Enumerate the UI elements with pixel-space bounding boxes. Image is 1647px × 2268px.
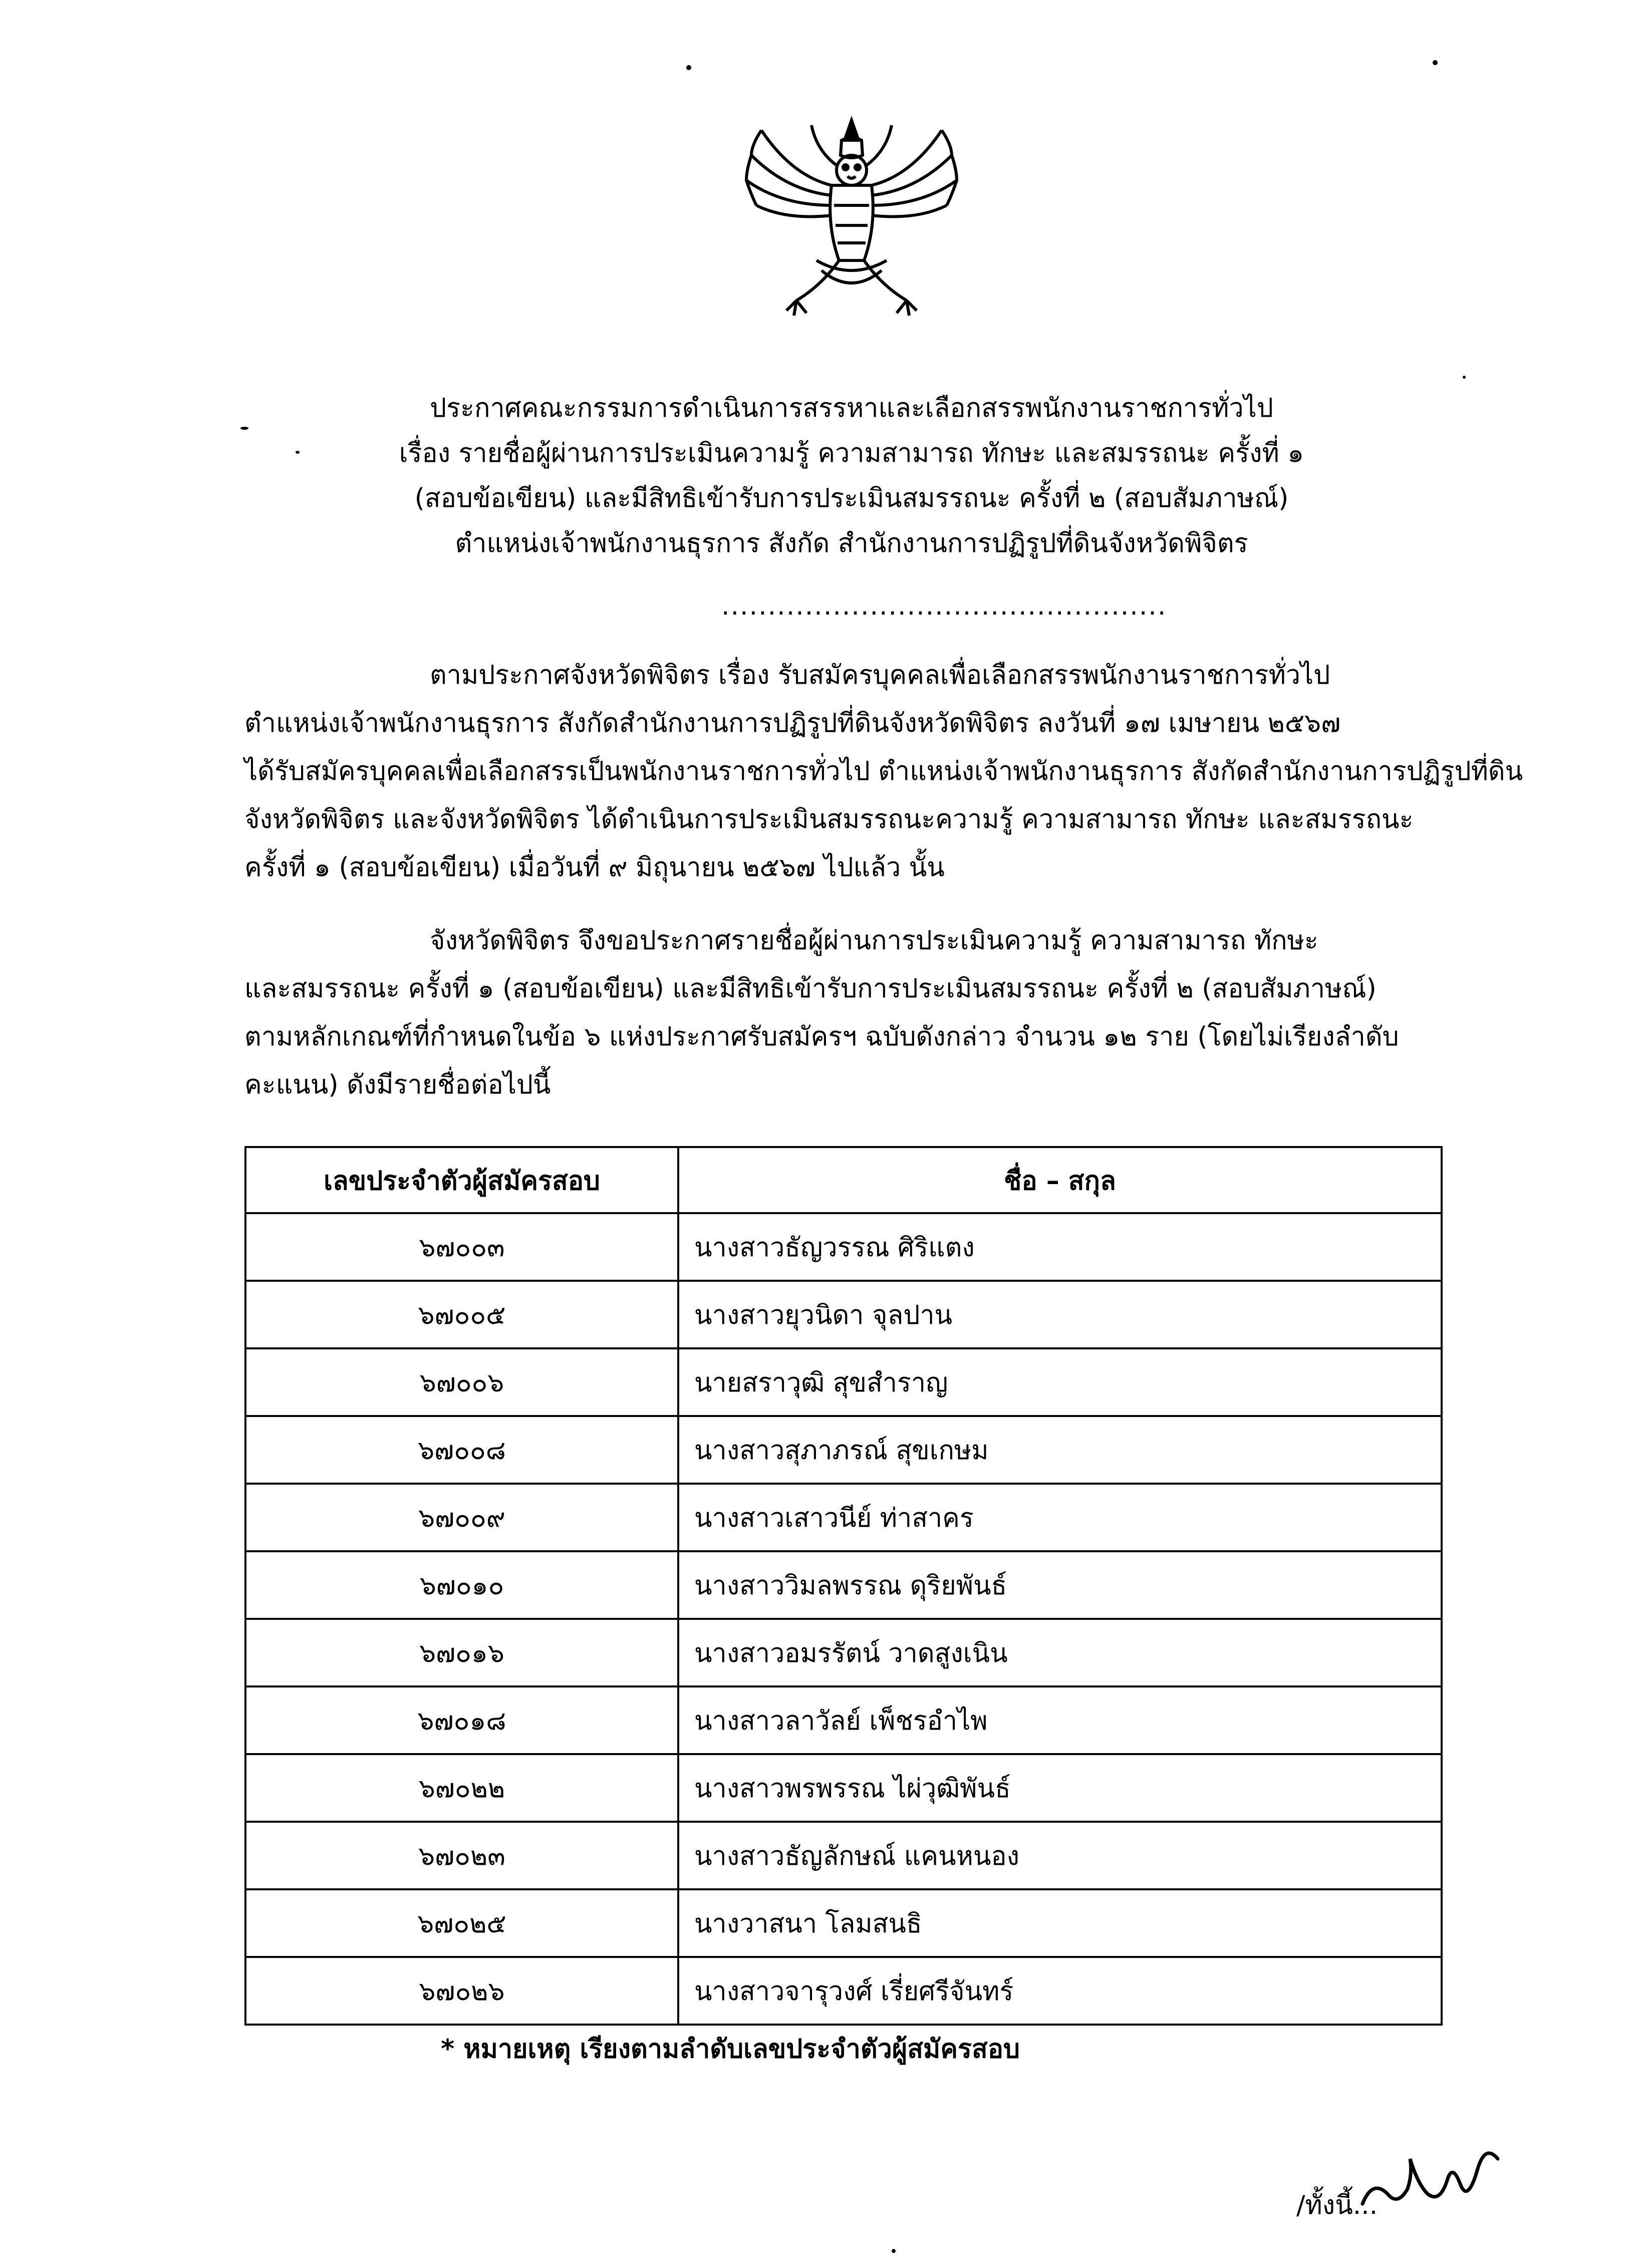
- table-header-row: [245, 1147, 1442, 1213]
- candidate-name: นางสาวอมรรัตน์ วาดสูงเนิน: [678, 1619, 1442, 1686]
- candidate-name: นางสาวสุภาภรณ์ สุขเกษม: [678, 1416, 1442, 1484]
- continuation-text: /ทั้งนี้...: [1296, 2190, 1378, 2220]
- candidate-id: ๖๗๐๑๐: [245, 1551, 678, 1619]
- table-row: [245, 1416, 1442, 1484]
- candidate-name: นางวาสนา โลมสนธิ: [678, 1889, 1442, 1957]
- table-row: [245, 1348, 1442, 1416]
- candidate-table: [244, 1146, 1443, 2026]
- candidate-name: นายสราวุฒิ สุขสำราญ: [678, 1348, 1442, 1416]
- remark-note: * หมายเหตุ เรียงตามลำดับเลขประจำตัวผู้สมัครสอบ: [441, 2034, 1020, 2064]
- scan-speck: [892, 2249, 896, 2253]
- announcement-header: [351, 386, 1352, 566]
- table-row: [245, 1686, 1442, 1754]
- table-row: [245, 1957, 1442, 2025]
- paragraph-1: [244, 651, 1523, 892]
- candidate-id: ๖๗๐๐๓: [245, 1213, 678, 1281]
- header-line: ประกาศคณะกรรมการดำเนินการสรรหาและเลือกสรรพนักงานราชการทั่วไป: [430, 393, 1273, 423]
- table-row: [245, 1281, 1442, 1348]
- paragraph-line: ครั้งที่ ๑ (สอบข้อเขียน) เมื่อวันที่ ๙ มิถุนายน ๒๕๖๗ ไปแล้ว นั้น: [244, 853, 945, 883]
- table-row: [245, 1484, 1442, 1551]
- candidate-name: นางสาวธัญวรรณ ศิริแตง: [678, 1213, 1442, 1281]
- paragraph-line: ตามหลักเกณฑ์ที่กำหนดในข้อ ๖ แห่งประกาศรับสมัครฯ ฉบับดังกล่าว จำนวน ๑๒ ราย (โดยไม่เรียงลำดับ: [244, 1022, 1399, 1052]
- column-header-id: เลขประจำตัวผู้สมัครสอบ: [245, 1147, 678, 1213]
- paragraph-line: ตามประกาศจังหวัดพิจิตร เรื่อง รับสมัครบุคคลเพื่อเลือกสรรพนักงานราชการทั่วไป: [430, 660, 1330, 690]
- candidate-id: ๖๗๐๐๖: [245, 1348, 678, 1416]
- scan-speck: [1433, 60, 1438, 65]
- candidate-name: นางสาวยุวนิดา จุลปาน: [678, 1281, 1442, 1348]
- scan-speck: [1463, 376, 1466, 379]
- candidate-id: ๖๗๐๒๖: [245, 1957, 678, 2025]
- signature-icon: [1352, 2119, 1513, 2219]
- scan-speck: [240, 427, 248, 430]
- scan-speck: [296, 451, 300, 454]
- candidate-name: นางสาวเสาวนีย์ ท่าสาคร: [678, 1484, 1442, 1551]
- header-separator: ................................................: [721, 591, 1167, 621]
- paragraph-line: ได้รับสมัครบุคคลเพื่อเลือกสรรเป็นพนักงานราชการทั่วไป ตำแหน่งเจ้าพนักงานธุรการ สังกัดสำนักงานการปฏิรูปที่ดิน: [244, 756, 1523, 786]
- candidate-id: ๖๗๐๒๒: [245, 1754, 678, 1822]
- candidate-name: นางสาวพรพรรณ ไผ่วุฒิพันธ์: [678, 1754, 1442, 1822]
- candidate-name: นางสาววิมลพรรณ ดุริยพันธ์: [678, 1551, 1442, 1619]
- paragraph-line: คะแนน) ดังมีรายชื่อต่อไปนี้: [244, 1070, 551, 1100]
- table-row: [245, 1619, 1442, 1686]
- candidate-id: ๖๗๐๑๘: [245, 1686, 678, 1754]
- candidate-name: นางสาวจารุวงศ์ เรี่ยศรีจันทร์: [678, 1957, 1442, 2025]
- candidate-id: ๖๗๐๐๘: [245, 1416, 678, 1484]
- paragraph-line: จังหวัดพิจิตร จึงขอประกาศรายชื่อผู้ผ่านการประเมินความรู้ ความสามารถ ทักษะ: [430, 926, 1318, 956]
- header-line: เรื่อง รายชื่อผู้ผ่านการประเมินความรู้ ความสามารถ ทักษะ และสมรรถนะ ครั้งที่ ๑: [399, 438, 1304, 468]
- candidate-id: ๖๗๐๐๙: [245, 1484, 678, 1551]
- table-row: [245, 1213, 1442, 1281]
- column-header-name: ชื่อ – สกุล: [678, 1147, 1442, 1213]
- header-line: (สอบข้อเขียน) และมีสิทธิเข้ารับการประเมินสมรรถนะ ครั้งที่ ๒ (สอบสัมภาษณ์): [414, 483, 1289, 513]
- candidate-id: ๖๗๐๐๕: [245, 1281, 678, 1348]
- candidate-id: ๖๗๐๑๖: [245, 1619, 678, 1686]
- candidate-id: ๖๗๐๒๓: [245, 1822, 678, 1889]
- paragraph-line: จังหวัดพิจิตร และจังหวัดพิจิตร ได้ดำเนินการประเมินสมรรถนะความรู้ ความสามารถ ทักษะ และสมรรถนะ: [244, 804, 1414, 834]
- table-row: [245, 1551, 1442, 1619]
- candidate-id: ๖๗๐๒๕: [245, 1889, 678, 1957]
- candidate-name: นางสาวธัญลักษณ์ แคนหนอง: [678, 1822, 1442, 1889]
- paragraph-line: ตำแหน่งเจ้าพนักงานธุรการ สังกัดสำนักงานการปฏิรูปที่ดินจังหวัดพิจิตร ลงวันที่ ๑๗ เมษายน ๒๕๖๗: [244, 708, 1341, 738]
- paragraph-line: และสมรรถนะ ครั้งที่ ๑ (สอบข้อเขียน) และมีสิทธิเข้ารับการประเมินสมรรถนะ ครั้งที่ ๒ (สอบสัมภาษณ์): [244, 974, 1377, 1004]
- table-row: [245, 1822, 1442, 1889]
- table-row: [245, 1889, 1442, 1957]
- table-row: [245, 1754, 1442, 1822]
- paragraph-2: [244, 917, 1457, 1109]
- header-line: ตำแหน่งเจ้าพนักงานธุรการ สังกัด สำนักงานการปฏิรูปที่ดินจังหวัดพิจิตร: [455, 528, 1248, 558]
- candidate-name: นางสาวลาวัลย์ เพ็ชรอำไพ: [678, 1686, 1442, 1754]
- scan-speck: [686, 65, 691, 70]
- garuda-emblem-icon: [731, 110, 972, 331]
